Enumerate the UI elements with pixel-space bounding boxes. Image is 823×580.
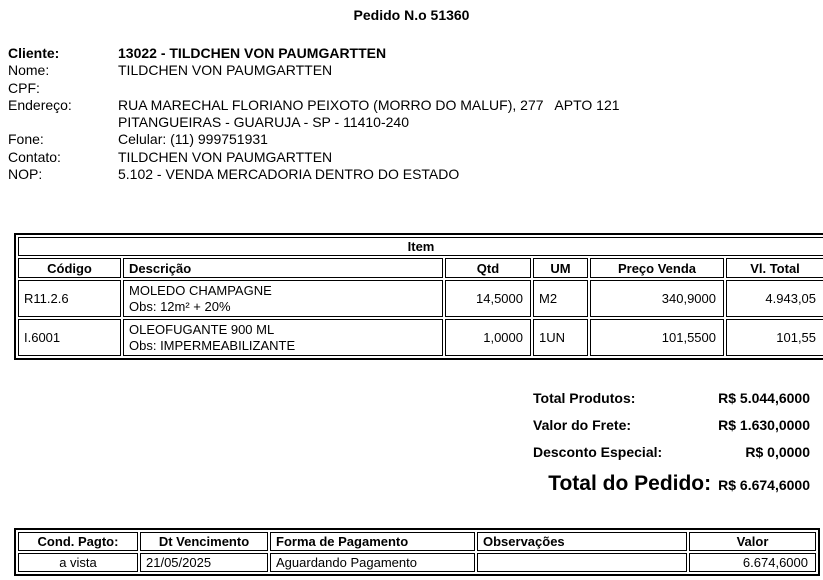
- total-pedido-label: Total do Pedido:: [548, 472, 712, 496]
- total-produtos-value: R$ 5.044,6000: [718, 390, 810, 407]
- client-info-section: [8, 45, 823, 183]
- item-row: [18, 280, 823, 317]
- item-preco-venda: 101,5500: [590, 319, 724, 356]
- items-table: [14, 233, 823, 360]
- endereco-value-block: [118, 97, 620, 132]
- column-header-descricao: Descrição: [123, 258, 443, 278]
- payment-dt-vencimento: 21/05/2025: [140, 553, 268, 572]
- item-preco-venda: 340,9000: [590, 280, 724, 317]
- item-obs: Obs: 12m² + 20%: [129, 298, 231, 314]
- item-qtd: 14,5000: [445, 280, 531, 317]
- item-descricao-cell: [123, 319, 443, 356]
- column-header-qtd: Qtd: [445, 258, 531, 278]
- item-um: 1UN: [533, 319, 588, 356]
- contato-value: TILDCHEN VON PAUMGARTTEN: [118, 148, 333, 165]
- item-descricao: MOLEDO CHAMPAGNE: [129, 282, 272, 298]
- payment-valor: 6.674,6000: [689, 553, 816, 572]
- client-info-row-nop: [8, 166, 823, 183]
- client-info-row-cliente: [8, 45, 823, 62]
- total-produtos-label: Total Produtos:: [533, 390, 636, 407]
- column-header-forma-pagamento: Forma de Pagamento: [270, 532, 475, 551]
- items-group-header: Item: [18, 237, 823, 256]
- fone-label: Fone:: [8, 131, 44, 148]
- column-header-vl-total: Vl. Total: [726, 258, 823, 278]
- payment-forma-pagamento: Aguardando Pagamento: [270, 553, 475, 572]
- client-info-row-fone: [8, 131, 823, 148]
- nome-value: TILDCHEN VON PAUMGARTTEN: [118, 62, 333, 79]
- payment-header-row: [18, 532, 816, 551]
- item-codigo: R11.2.6: [18, 280, 121, 317]
- page-title: Pedido N.o 51360: [353, 7, 470, 23]
- item-descricao: OLEOFUGANTE 900 ML: [129, 321, 275, 337]
- item-descricao-cell: [123, 280, 443, 317]
- items-header-row: [18, 258, 823, 278]
- item-vl-total: 101,55: [726, 319, 823, 356]
- desconto-especial-value: R$ 0,0000: [745, 444, 810, 461]
- item-codigo: I.6001: [18, 319, 121, 356]
- valor-frete-row: [533, 418, 810, 432]
- column-header-valor: Valor: [689, 532, 816, 551]
- column-header-codigo: Código: [18, 258, 121, 278]
- column-header-um: UM: [533, 258, 588, 278]
- items-group-header-row: [18, 237, 823, 256]
- client-info-row-nome: [8, 62, 823, 79]
- client-info-row-contato: [8, 149, 823, 166]
- endereco-line2: PITANGUEIRAS - GUARUJA - SP - 11410-240: [118, 114, 409, 131]
- desconto-especial-row: [533, 445, 810, 459]
- desconto-especial-label: Desconto Especial:: [533, 444, 663, 461]
- item-qtd: 1,0000: [445, 319, 531, 356]
- column-header-observacoes: Observações: [477, 532, 687, 551]
- item-row: [18, 319, 823, 356]
- client-info-row-cpf: [8, 80, 823, 97]
- total-produtos-row: [533, 391, 810, 405]
- nop-label: NOP:: [8, 166, 43, 183]
- item-um: M2: [533, 280, 588, 317]
- payment-row: [18, 553, 816, 572]
- item-obs: Obs: IMPERMEABILIZANTE: [129, 337, 296, 353]
- column-header-preco-venda: Preço Venda: [590, 258, 724, 278]
- column-header-dt-vencimento: Dt Vencimento: [140, 532, 268, 551]
- valor-frete-label: Valor do Frete:: [533, 417, 632, 434]
- totals-section: [533, 391, 810, 496]
- cpf-label: CPF:: [8, 79, 40, 96]
- nop-value: 5.102 - VENDA MERCADORIA DENTRO DO ESTADO: [118, 166, 460, 183]
- fone-value: Celular: (11) 999751931: [118, 131, 268, 148]
- endereco-label: Endereço:: [8, 96, 72, 113]
- payment-cond-pagto: a vista: [18, 553, 138, 572]
- cliente-label: Cliente:: [8, 45, 60, 61]
- contato-label: Contato:: [8, 148, 61, 165]
- item-vl-total: 4.943,05: [726, 280, 823, 317]
- nome-label: Nome:: [8, 62, 50, 79]
- payment-observacoes: [477, 553, 687, 572]
- valor-frete-value: R$ 1.630,0000: [718, 417, 810, 434]
- total-pedido-value: R$ 6.674,6000: [718, 477, 810, 494]
- payment-table: [14, 528, 820, 576]
- cliente-value: 13022 - TILDCHEN VON PAUMGARTTEN: [118, 45, 387, 61]
- column-header-cond-pagto: Cond. Pagto:: [18, 532, 138, 551]
- client-info-row-endereco: [8, 97, 823, 132]
- total-pedido-row: [533, 472, 810, 496]
- endereco-line1: RUA MARECHAL FLORIANO PEIXOTO (MORRO DO MALUF), 277 APTO 121: [118, 96, 620, 113]
